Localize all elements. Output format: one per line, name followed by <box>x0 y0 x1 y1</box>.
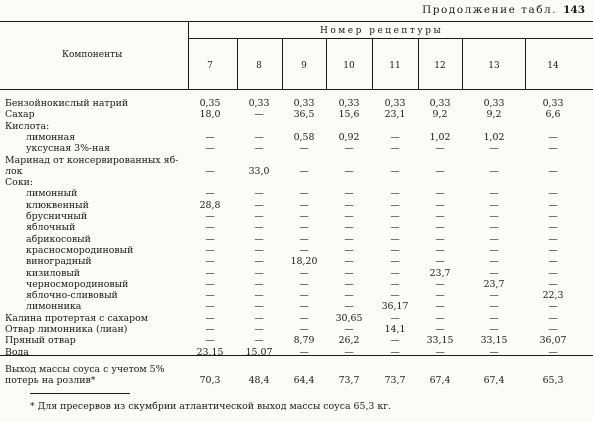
yield-cell: 67,4 <box>483 375 505 386</box>
table-cell: — <box>344 143 354 155</box>
table-cell: — <box>435 143 445 155</box>
table-cell: 9,2 <box>486 109 502 121</box>
table-cell: — <box>548 199 558 211</box>
table-cell: — <box>205 244 215 256</box>
yield-cell: 70,3 <box>199 375 221 386</box>
table-cell: — <box>344 222 354 234</box>
running-header <box>422 4 585 16</box>
table-cell: 0,33 <box>384 98 406 109</box>
table-cell: — <box>390 256 400 268</box>
table-cell: — <box>548 267 558 279</box>
table-cell: 23,1 <box>384 109 406 121</box>
table-cell: 18,20 <box>290 256 318 268</box>
table-cell: — <box>435 278 445 290</box>
column-header: 13 <box>488 61 500 71</box>
column-header: 8 <box>256 61 262 71</box>
table-cell: — <box>254 211 264 222</box>
table-cell: — <box>489 244 499 256</box>
table-cell: — <box>205 267 215 279</box>
table-cell: — <box>489 267 499 279</box>
row-label: лимонный <box>26 188 78 200</box>
table-cell: — <box>299 290 309 302</box>
table-cell: — <box>344 324 354 335</box>
table-cell: — <box>344 233 354 245</box>
table-cell: — <box>254 188 264 200</box>
table-cell: — <box>435 324 445 335</box>
table-cell: — <box>205 335 215 347</box>
table-cell: — <box>205 256 215 268</box>
column-divider <box>282 38 283 89</box>
table-cell: — <box>254 267 264 279</box>
table-cell: — <box>390 290 400 302</box>
table-cell: — <box>548 233 558 245</box>
table-cell: — <box>390 199 400 211</box>
table-cell: — <box>489 211 499 222</box>
table-cell: — <box>344 244 354 256</box>
table-cell: — <box>489 199 499 211</box>
table-cell: — <box>435 290 445 302</box>
table-cell: — <box>548 301 558 313</box>
table-cell: — <box>548 222 558 234</box>
table-cell: — <box>254 301 264 313</box>
row-label: Калина протертая с сахаром <box>5 312 149 324</box>
table-cell: — <box>489 346 499 358</box>
table-cell: — <box>489 233 499 245</box>
table-cell: 15,6 <box>338 109 360 121</box>
table-cell: 33,15 <box>426 335 454 347</box>
table-cell: — <box>344 346 354 358</box>
table-cell: — <box>299 222 309 234</box>
table-cell: — <box>548 211 558 222</box>
table-cell: — <box>344 290 354 302</box>
table-cell: — <box>299 188 309 200</box>
table-cell: — <box>344 267 354 279</box>
page-number: 143 <box>563 4 585 16</box>
table-cell: 0,33 <box>542 98 564 109</box>
table-cell: — <box>489 188 499 200</box>
yield-cell: 73,7 <box>384 375 406 386</box>
table-cell: — <box>548 165 558 177</box>
row-label: лимонная <box>26 131 76 143</box>
table-cell: — <box>254 256 264 268</box>
table-cell: — <box>390 278 400 290</box>
column-divider <box>525 38 526 89</box>
table-cell: 0,33 <box>338 98 360 109</box>
table-cell: — <box>435 233 445 245</box>
table-cell: — <box>254 324 264 335</box>
table-cell: 14,1 <box>384 324 406 335</box>
yield-cell: 48,4 <box>248 375 270 386</box>
table-cell: — <box>390 312 400 324</box>
table-cell: — <box>205 143 215 155</box>
row-label: брусничный <box>26 211 88 222</box>
column-divider <box>418 38 419 89</box>
table-cell: — <box>548 278 558 290</box>
table-cell: — <box>435 165 445 177</box>
table-cell: — <box>299 211 309 222</box>
table-cell: — <box>548 324 558 335</box>
table-cell: — <box>548 143 558 155</box>
table-cell: 23,7 <box>429 267 451 279</box>
table-cell: 30,65 <box>335 312 363 324</box>
component-column-divider <box>188 21 189 89</box>
table-cell: — <box>390 267 400 279</box>
table-cell: — <box>344 188 354 200</box>
table-cell: — <box>254 335 264 347</box>
row-label: лимонника <box>26 301 82 313</box>
table-cell: — <box>299 324 309 335</box>
table-cell: — <box>390 335 400 347</box>
table-cell: — <box>489 290 499 302</box>
running-title: Продолжение табл. <box>422 4 558 16</box>
table-cell: 15,07 <box>245 346 273 358</box>
column-header: 9 <box>301 61 307 71</box>
table-cell: — <box>254 244 264 256</box>
component-header: Компоненты <box>62 50 123 60</box>
yield-cell: 65,3 <box>542 375 564 386</box>
table-cell: — <box>390 211 400 222</box>
yield-label-line-1: Выход массы соуса с учетом 5% <box>5 364 165 375</box>
row-label: Сахар <box>5 109 35 121</box>
table-cell: 23,7 <box>483 278 505 290</box>
row-label: яблочный <box>26 222 76 234</box>
row-label: Соки: <box>5 177 34 189</box>
table-cell: — <box>254 312 264 324</box>
table-cell: — <box>548 188 558 200</box>
table-cell: — <box>299 199 309 211</box>
yield-cell: 67,4 <box>429 375 451 386</box>
row-label: Маринад от консервированных яб- <box>5 154 179 166</box>
table-cell: — <box>299 301 309 313</box>
table-cell: — <box>435 199 445 211</box>
table-cell: — <box>205 165 215 177</box>
yield-cell: 64,4 <box>293 375 315 386</box>
table-cell: — <box>254 109 264 121</box>
table-cell: — <box>299 143 309 155</box>
footnote: * Для пресервов из скумбрии атлантической выход массы соуса 65,3 кг. <box>30 401 392 412</box>
column-header: 10 <box>343 61 355 71</box>
column-header: 11 <box>389 61 401 71</box>
row-label: Вода <box>5 346 29 358</box>
table-cell: — <box>390 143 400 155</box>
table-cell: — <box>205 278 215 290</box>
table-cell: 36,17 <box>381 301 409 313</box>
table-cell: — <box>299 346 309 358</box>
table-cell: 0,33 <box>429 98 451 109</box>
table-cell: — <box>390 188 400 200</box>
table-cell: — <box>299 244 309 256</box>
table-cell: — <box>489 143 499 155</box>
table-cell: — <box>435 222 445 234</box>
table-cell: — <box>435 211 445 222</box>
table-cell: — <box>205 290 215 302</box>
table-cell: — <box>548 346 558 358</box>
table-cell: — <box>344 165 354 177</box>
table-cell: — <box>254 131 264 143</box>
table-cell: — <box>435 244 445 256</box>
yield-cell: 73,7 <box>338 375 360 386</box>
table-cell: — <box>435 188 445 200</box>
table-cell: — <box>299 278 309 290</box>
row-label: Пряный отвар <box>5 335 76 347</box>
row-label: Кислота: <box>5 120 50 132</box>
footnote-rule <box>30 393 130 394</box>
table-cell: 9,2 <box>432 109 448 121</box>
table-cell: 18,0 <box>199 109 221 121</box>
column-divider <box>237 38 238 89</box>
table-cell: — <box>299 165 309 177</box>
row-label: клюквенный <box>26 199 89 211</box>
table-cell: — <box>299 267 309 279</box>
table-cell: 22,3 <box>542 290 564 302</box>
table-cell: — <box>489 222 499 234</box>
table-cell: — <box>390 346 400 358</box>
yield-label-line-2: потерь на розлив* <box>5 375 96 386</box>
table-cell: 0,35 <box>199 98 221 109</box>
table-cell: — <box>205 131 215 143</box>
row-label: виноградный <box>26 256 92 268</box>
table-cell: 36,5 <box>293 109 315 121</box>
row-label: лок <box>5 165 23 177</box>
table-cell: 0,33 <box>248 98 270 109</box>
row-label: абрикосовый <box>26 233 91 245</box>
table-cell: — <box>205 312 215 324</box>
table-cell: 33,0 <box>248 165 270 177</box>
table-cell: — <box>489 324 499 335</box>
table-cell: — <box>205 211 215 222</box>
table-cell: — <box>254 222 264 234</box>
recipe-number-header: Номер рецептуры <box>320 26 444 36</box>
table-top-rule <box>0 21 593 22</box>
table-cell: — <box>489 312 499 324</box>
table-cell: — <box>205 233 215 245</box>
table-cell: — <box>548 244 558 256</box>
table-cell: 1,02 <box>483 131 505 143</box>
table-cell: — <box>254 278 264 290</box>
table-cell: — <box>344 278 354 290</box>
table-cell: 1,02 <box>429 131 451 143</box>
table-cell: 28,8 <box>199 199 221 211</box>
table-cell: — <box>390 165 400 177</box>
table-cell: — <box>390 222 400 234</box>
column-header: 14 <box>547 61 559 71</box>
table-cell: — <box>254 199 264 211</box>
header-bottom-rule <box>0 89 593 90</box>
table-cell: — <box>344 301 354 313</box>
row-label: кизиловый <box>26 267 81 279</box>
table-cell: — <box>344 211 354 222</box>
table-cell: 36,07 <box>539 335 567 347</box>
table-cell: 23,15 <box>196 346 224 358</box>
row-label: Отвар лимонника (лиан) <box>5 324 128 335</box>
table-cell: — <box>390 131 400 143</box>
table-cell: 0,33 <box>483 98 505 109</box>
table-cell: 26,2 <box>338 335 360 347</box>
table-cell: 0,92 <box>338 131 360 143</box>
table-cell: — <box>205 324 215 335</box>
row-label: уксусная 3%-ная <box>26 143 110 155</box>
row-label: яблочно-сливовый <box>26 290 118 302</box>
table-cell: — <box>435 301 445 313</box>
table-cell: — <box>299 233 309 245</box>
table-cell: — <box>489 165 499 177</box>
table-cell: — <box>435 312 445 324</box>
row-label: Бензойнокислый натрий <box>5 98 129 109</box>
table-cell: — <box>548 131 558 143</box>
table-cell: — <box>435 346 445 358</box>
table-cell: 0,58 <box>293 131 315 143</box>
table-cell: — <box>390 233 400 245</box>
table-cell: — <box>205 222 215 234</box>
column-divider <box>372 38 373 89</box>
row-label: красносмородиновый <box>26 244 134 256</box>
table-cell: 0,33 <box>293 98 315 109</box>
table-cell: — <box>390 244 400 256</box>
column-divider <box>462 38 463 89</box>
table-cell: — <box>254 290 264 302</box>
table-cell: — <box>489 301 499 313</box>
table-cell: — <box>205 188 215 200</box>
table-cell: — <box>548 256 558 268</box>
row-label: черносмородиновый <box>26 278 129 290</box>
table-cell: — <box>489 256 499 268</box>
column-header: 12 <box>434 61 446 71</box>
table-cell: — <box>344 256 354 268</box>
table-cell: — <box>254 143 264 155</box>
table-cell: — <box>435 256 445 268</box>
table-cell: 8,79 <box>293 335 315 347</box>
table-cell: — <box>299 312 309 324</box>
column-divider <box>326 38 327 89</box>
column-header: 7 <box>207 61 213 71</box>
table-cell: — <box>205 301 215 313</box>
table-cell: — <box>344 199 354 211</box>
table-cell: — <box>548 312 558 324</box>
table-cell: 33,15 <box>480 335 508 347</box>
table-cell: — <box>254 233 264 245</box>
table-cell: 6,6 <box>545 109 561 121</box>
header-divider-rule <box>188 38 593 39</box>
